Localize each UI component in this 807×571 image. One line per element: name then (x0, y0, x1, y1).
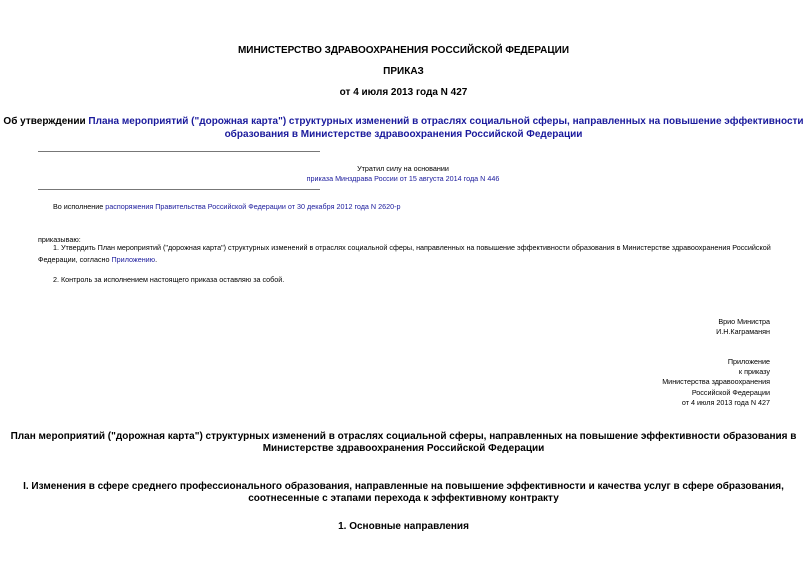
appendix-note-line: Министерства здравоохранения (662, 377, 770, 387)
status-note-text: Утратил силу на основании (357, 164, 449, 173)
order-item-1: 1. Утвердить План мероприятий ("дорожная карта") структурных изменений в отраслях социальной сферы, направленных на повышение эффективности образования в Министерстве здравоохранения Российской Федерации, согласно Приложению. (38, 243, 771, 264)
appendix-note-line: Приложение (727, 357, 770, 366)
signatory-name: И.Н.Каграманян (716, 327, 770, 336)
appendix-link[interactable]: Приложению (111, 255, 156, 264)
subsection-heading: 1. Основные направления (338, 521, 469, 532)
divider-bottom (38, 189, 320, 190)
ministry-title: МИНИСТЕРСТВО ЗДРАВООХРАНЕНИЯ РОССИЙСКОЙ ФЕДЕРАЦИИ (237, 45, 570, 56)
divider-top (38, 151, 320, 152)
signatory-position: Врио Министра (718, 317, 770, 326)
repeal-order-link[interactable]: приказа Минздрава России от 15 августа 2014 года N 446 (306, 174, 500, 183)
appendix-note (662, 357, 770, 408)
appendix-note-line: Российской Федерации (691, 387, 770, 397)
order-item-2: 2. Контроль за исполнением настоящего приказа оставляю за собой. (53, 275, 285, 284)
government-order-link[interactable]: распоряжения Правительства Российской Федерации от 30 декабря 2012 года N 2620-р (105, 202, 401, 211)
status-note-link-wrap (260, 173, 546, 185)
plan-title: План мероприятий ("дорожная карта") структурных изменений в отраслях социальной сферы, направленных на повышение эффективности образования в Министерстве здравоохранения Российской Федерации (10, 431, 797, 454)
preamble: Во исполнение распоряжения Правительства Российской Федерации от 30 декабря 2012 года N 2620-р (53, 202, 401, 211)
document-title-link[interactable]: Плана мероприятий ("дорожная карта") структурных изменений в отраслях социальной сферы, направленных на повышение эффективности образования в Министерстве здравоохранения Российской Федерации (88, 116, 804, 140)
document-type: ПРИКАЗ (383, 66, 424, 77)
document-date-number: от 4 июля 2013 года N 427 (339, 87, 468, 98)
order-word: приказываю: (38, 235, 81, 244)
document-title-prefix: Об утверждении (3, 116, 89, 127)
appendix-note-line: к приказу (738, 367, 770, 377)
appendix-note-line: от 4 июля 2013 года N 427 (681, 397, 770, 407)
section-heading: I. Изменения в сфере среднего профессионального образования, направленные на повышение эффективности и качества услуг в сфере образования, соотнесенные с этапами перехода к эффективному контракту (23, 481, 784, 504)
document-title (0, 115, 807, 141)
